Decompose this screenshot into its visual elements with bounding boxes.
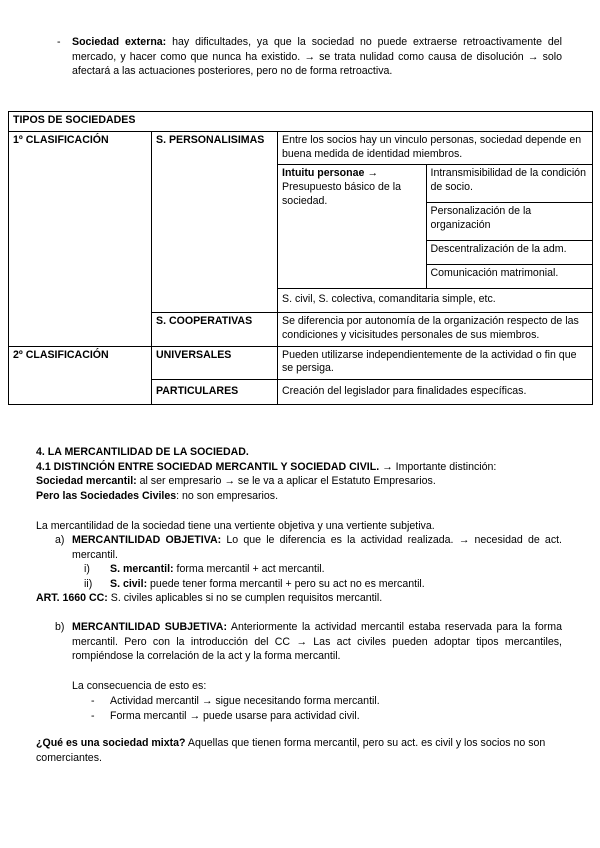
intuitu-text: → Presupuesto básico de la sociedad. — [282, 167, 401, 207]
subitem-marker: i) — [84, 563, 90, 575]
sociedades-civiles-line: Pero las Sociedades Civiles: no son empresarios. — [36, 490, 279, 502]
tipos-sociedades-table — [8, 111, 593, 405]
cooperativas-desc: Se diferencia por autonomía de la organización respecto de las condiciones y vicisitudes personales de sus miembros. — [278, 313, 593, 347]
sociedad-externa-title: Sociedad externa: — [72, 36, 167, 48]
table-header: TIPOS DE SOCIEDADES — [9, 112, 593, 132]
section-4-1-note: → Importante distinción: — [379, 461, 497, 473]
consecuencia-line: Actividad mercantil → sigue necesitando forma mercantil. — [110, 695, 380, 707]
subitem-marker: ii) — [84, 578, 93, 590]
dash-marker: - — [91, 695, 95, 707]
particulares-label: PARTICULARES — [152, 380, 278, 405]
intuitu-title: Intuitu personae — [282, 167, 365, 180]
mercantilidad-objetiva: MERCANTILIDAD OBJETIVA: Lo que le diferencia es la actividad realizada. → necesidad de act. mercantil. — [72, 534, 563, 561]
particulares-desc: Creación del legislador para finalidades específicas. — [278, 380, 593, 405]
section-4-title: 4. LA MERCANTILIDAD DE LA SOCIEDAD. — [36, 446, 249, 458]
subitem-s-mercantil: S. mercantil: forma mercantil + act mercantil. — [110, 563, 325, 575]
personalisimas-label: S. PERSONALISIMAS — [152, 131, 278, 312]
consecuencia-item: Intransmisibilidad de la condición de socio. — [426, 165, 592, 203]
cooperativas-label: S. COOPERATIVAS — [152, 313, 278, 347]
bullet-marker: - — [57, 36, 61, 48]
item-a-marker: a) — [55, 534, 65, 546]
personalisimas-desc: Entre los socios hay un vinculo personas, sociedad depende en buena medida de identidad miembros. — [278, 131, 593, 165]
universales-label: UNIVERSALES — [152, 346, 278, 380]
consecuencia-item: Personalización de la organización — [426, 203, 592, 241]
intuitu-cell — [278, 165, 593, 313]
consecuencia-item: Comunicación matrimonial. — [426, 265, 592, 289]
sociedad-externa-text: hay dificultades, ya que la sociedad no puede extraerse retroactivamente del mercado, y hacer como que nunca ha existido. → se trata nulidad como causa de disolución → solo afectará a las actuaciones posteriores, pero no de forma retroactiva. — [72, 36, 562, 78]
item-b-marker: b) — [55, 621, 65, 633]
subitem-s-civil: S. civil: puede tener forma mercantil + pero su act no es mercantil. — [110, 578, 425, 590]
clasificacion-2-label: 2º CLASIFICACIÓN — [9, 346, 152, 404]
section-4-1-title — [36, 460, 576, 475]
section-4-1-subtitle: 4.1 DISTINCIÓN ENTRE SOCIEDAD MERCANTIL Y SOCIEDAD CIVIL. — [36, 461, 380, 473]
mercantilidad-subjetiva: MERCANTILIDAD SUBJETIVA: Anteriormente la actividad mercantil estaba reservada para la forma mercantil. Pero con la introducción del CC → Las act civiles pueden adoptar tipos mercantiles, rompiéndose la correlación de la act y la forma mercantil. — [72, 621, 562, 663]
sociedad-mixta-paragraph: ¿Qué es una sociedad mixta? Aquellas que tienen forma mercantil, pero su act. es civil y los socios no son comerciantes. — [36, 737, 546, 764]
dash-marker: - — [91, 710, 95, 722]
consecuencia-line: Forma mercantil → puede usarse para actividad civil. — [110, 710, 360, 722]
mercantilidad-intro: La mercantilidad de la sociedad tiene una vertiente objetiva y una vertiente subjetiva. — [36, 520, 435, 532]
sociedad-externa-paragraph — [72, 35, 562, 79]
intuitu-table — [278, 165, 592, 312]
consecuencia-intro: La consecuencia de esto es: — [72, 680, 207, 692]
intuitu-personae — [278, 165, 426, 289]
art-1660-line: ART. 1660 CC: S. civiles aplicables si no se cumplen requisitos mercantil. — [36, 592, 383, 604]
sociedad-mercantil-line: Sociedad mercantil: al ser empresario → se le va a aplicar el Estatuto Empresarios. — [36, 475, 436, 487]
universales-desc: Pueden utilizarse independientemente de la actividad o fin que se persiga. — [278, 346, 593, 380]
personalisimas-tipos: S. civil, S. colectiva, comanditaria simple, etc. — [278, 289, 592, 312]
consecuencia-item: Descentralización de la adm. — [426, 241, 592, 265]
clasificacion-1-label: 1º CLASIFICACIÓN — [9, 131, 152, 346]
